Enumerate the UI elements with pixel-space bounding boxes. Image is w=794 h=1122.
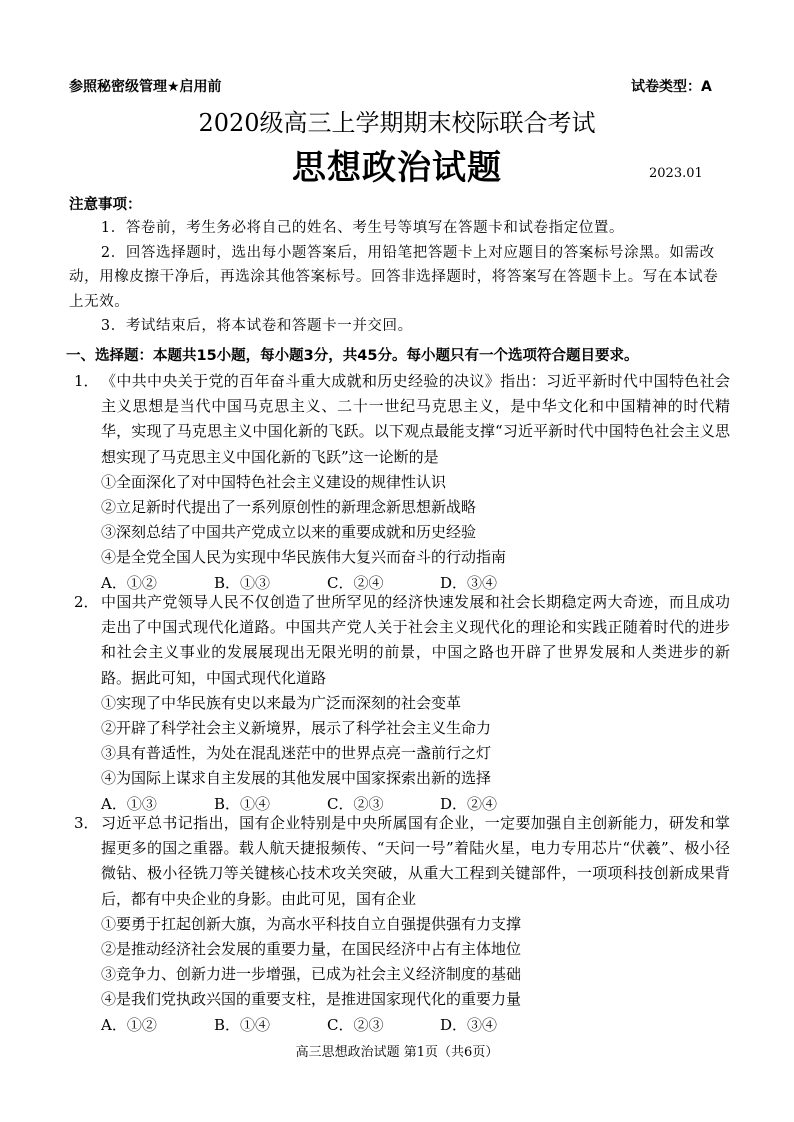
statement-option: ②开辟了科学社会主义新境界，展示了科学社会主义生命力 <box>101 719 492 738</box>
paper-type-label: 试卷类型：A <box>631 79 712 95</box>
question-2 <box>74 590 730 817</box>
choice-a: A．①② <box>101 1015 157 1034</box>
choice-d: D．②④ <box>440 794 498 813</box>
choice-b: B．①④ <box>214 1015 271 1034</box>
choice-c: C．②④ <box>327 573 384 592</box>
notes-item: 3．考试结束后，将本试卷和答题卡一并交回。 <box>100 318 413 334</box>
statement-option: ①全面深化了对中国特色社会主义建设的规律性认识 <box>101 472 447 491</box>
choice-b: B．①④ <box>214 794 271 813</box>
statement-option: ④为国际上谋求自主发展的其他发展中国家探索出新的选择 <box>101 769 492 788</box>
section-heading: 一、选择题：本题共15小题，每小题3分，共45分。每小题只有一个选项符合题目要求。 <box>66 348 639 364</box>
statement-option: ④是我们党执政兴国的重要支柱，是推进国家现代化的重要力量 <box>101 990 522 1009</box>
statement-option: ③深刻总结了中国共产党成立以来的重要成就和历史经验 <box>101 523 477 542</box>
choice-c: C．②③ <box>327 794 384 813</box>
answer-choices <box>74 1013 730 1038</box>
statement-option: ①要勇于扛起创新大旗，为高水平科技自立自强提供强有力支撑 <box>101 914 522 933</box>
statement-option: ③具有普适性，为处在混乱迷茫中的世界点亮一盏前行之灯 <box>101 744 492 763</box>
choice-c: C．②③ <box>327 1015 384 1034</box>
exam-date: 2023.01 <box>649 166 703 181</box>
exam-title: 2020级高三上学期期末校际联合考试 <box>198 109 596 137</box>
choice-b: B．①③ <box>214 573 271 592</box>
question-number: 3． <box>74 814 99 832</box>
question-stem: 中国共产党领导人民不仅创造了世所罕见的经济快速发展和社会长期稳定两大奇迹，而且成功走出了中国式现代化道路。中国共产党人关于社会主义现代化的理论和实践正随着时代的进步和社会主义事业的发展展现出无限光明的前景，中国之路也开辟了世界发展和人类进步的新路。据此可知，中国式现代化道路 <box>101 593 730 687</box>
statement-option: ④是全党全国人民为实现中华民族伟大复兴而奋斗的行动指南 <box>101 548 507 567</box>
confidentiality-label: 参照秘密级管理★启用前 <box>69 79 222 95</box>
question-stem: 习近平总书记指出，国有企业特别是中央所属国有企业，一定要加强自主创新能力，研发和掌握更多的国之重器。载人航天捷报频传、“天问一号”着陆火星，电力专用芯片“伏羲”、极小径微钻、极小径铣刀等关键核心技术攻关突破，从重大工程到关键部件，一项项科技创新成果背后，都有中央企业的身影。由此可见，国有企业 <box>101 814 730 908</box>
notes-item: 1．答卷前，考生务必将自己的姓名、考生号等填写在答题卡和试卷指定位置。 <box>100 220 625 236</box>
question-number: 2． <box>74 593 99 611</box>
question-stem: 《中共中央关于党的百年奋斗重大成就和历史经验的决议》指出：习近平新时代中国特色社会主义思想是当代中国马克思主义、二十一世纪马克思主义，是中华文化和中国精神的时代精华，实现了马克思主义中国化新的飞跃。以下观点最能支撑“习近平新时代中国特色社会主义思想实现了马克思主义中国化新的飞跃”这一论断的是 <box>101 372 730 466</box>
statement-option: ③竞争力、创新力进一步增强，已成为社会主义经济制度的基础 <box>101 965 522 984</box>
choice-d: D．③④ <box>440 1015 498 1034</box>
page-footer: 高三思想政治试题 第1页（共6页） <box>295 1045 499 1060</box>
question-1 <box>74 369 730 596</box>
notes-heading: 注意事项： <box>69 197 142 213</box>
choice-d: D．③④ <box>440 573 498 592</box>
statement-option: ②是推动经济社会发展的重要力量，在国民经济中占有主体地位 <box>101 940 522 959</box>
statement-option: ①实现了中华民族有史以来最为广泛而深刻的社会变革 <box>101 693 462 712</box>
question-3 <box>74 811 730 1038</box>
subject-title: 思想政治试题 <box>292 148 502 188</box>
question-number: 1． <box>74 372 99 390</box>
choice-a: A．①③ <box>101 794 157 813</box>
choice-a: A．①② <box>101 573 157 592</box>
notes-list <box>69 216 729 339</box>
notes-item: 2．回答选择题时，选出每小题答案后，用铅笔把答题卡上对应题目的答案标号涂黑。如需改动，用橡皮擦干净后，再选涂其他答案标号。回答非选择题时，将答案写在答题卡上。写在本试卷上无效。 <box>69 244 719 310</box>
statement-option: ②立足新时代提出了一系列原创性的新理念新思想新战略 <box>101 498 477 517</box>
